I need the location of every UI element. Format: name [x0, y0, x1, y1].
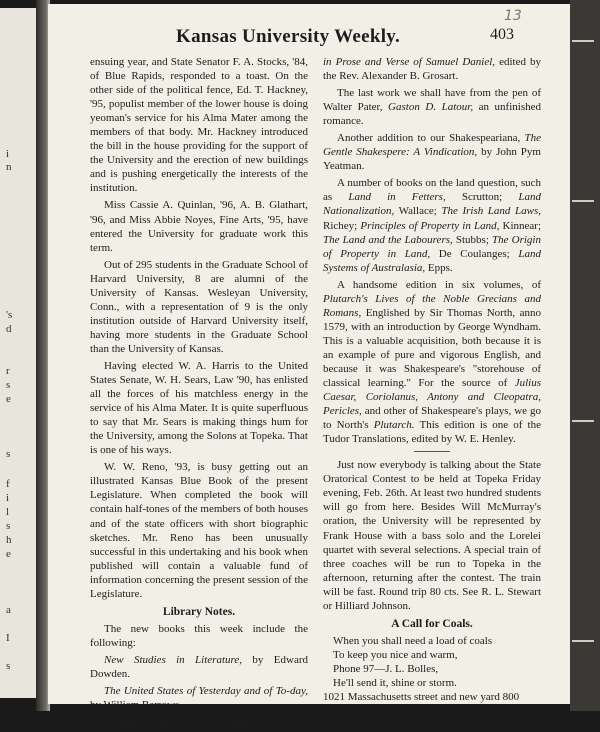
book-title: The Gentle Shakespere: A Vindication, — [323, 132, 541, 159]
facing-page-fragment: i — [6, 148, 10, 160]
text: The last work we shall have from the pen of Walter Pater, — [323, 87, 541, 114]
book-title: The Origin of Property in Land, — [323, 233, 541, 260]
text: De Coulanges; — [430, 247, 519, 260]
text: Another addition to our Shakespeariana, — [337, 132, 525, 145]
book-entry — [90, 684, 308, 712]
left-column — [90, 55, 308, 732]
call-for-coals-heading: A Call for Coals. — [391, 617, 473, 630]
facing-page-edge — [0, 8, 37, 698]
text: Epps. — [425, 261, 453, 274]
book-title: Land Systems of Australasia, — [323, 247, 541, 274]
play-titles: Julius Caesar, Coriolanus, Antony and Cleopatra, Pericles, — [323, 377, 541, 418]
library-notes-heading: Library Notes. — [162, 605, 236, 618]
facing-page-fragment: e — [6, 548, 11, 560]
book-author: by William Barrows. — [90, 699, 182, 712]
book-author: edited by the Rev. Alexander B. Grosart. — [323, 56, 541, 83]
section-divider — [414, 451, 450, 452]
book-title: Land Nationalization, — [323, 191, 541, 218]
book-author: by Edward Dowden. — [90, 653, 308, 680]
book-title: in Prose and Verse of Samuel Daniel, — [323, 56, 496, 68]
pencil-note: 13 — [504, 8, 522, 24]
poem-line: Phone 97—J. L. Bolles, — [333, 662, 439, 675]
facing-page-fragment: a — [6, 604, 11, 616]
poem-line: 1021 Massachusetts street and new yard 800 — [323, 691, 520, 704]
facing-page-fragment: s — [6, 660, 11, 672]
book-title: The Complete Works — [200, 716, 292, 729]
text: Wallace; — [394, 205, 442, 218]
facing-page-fragment: e — [6, 393, 11, 405]
facing-page-fragment: I — [6, 632, 10, 644]
paragraph: Just now everybody is talking about the State Oratorical Contest to be held at Topeka Friday evening, Feb. 26th. At least two hundred students will go from here. Besides Will McMurray's oration, the University will be represented by Frank House with a bass solo and the Lorelei quartet with several selections. A special train of three coaches will be run to Topeka in the afternoon, returning after the contest. The train will be fast. Round trip 80 cts. See R. L. Stewart or Hilliard Johnson. — [323, 459, 541, 612]
paragraph: Out of 295 students in the Graduate School of Harvard University, 8 are alumni of the University of Kansas. Wesleyan University, Conn., with a representation of 9 is the only institution outside of Harvard University itself, having more students in the Graduate School than the University of Kansas. — [90, 258, 308, 355]
paragraph: Miss Cassie A. Quinlan, '96, A. B. Glathart, '96, and Miss Abbie Noyes, Fine Arts, '95, have entered the University for graduate work this term. — [90, 199, 308, 254]
poem-line: To keep you nice and warm, — [333, 648, 458, 661]
page-edge-line — [572, 640, 594, 642]
running-title: Kansas University Weekly. — [176, 26, 401, 47]
book-entry — [90, 653, 308, 681]
facing-page-fragment: i — [6, 492, 10, 504]
text: Scrutton; — [445, 191, 519, 204]
paragraph: W. W. Reno, '93, is busy getting out an illustrated Kansas Blue Book of the present Legislature. When completed the book will contain half-tones of the members of both houses and of the state officers with short biographic sketches. Mr. Reno has been unusually successful in this undertaking and his book when published will contain a valuable fund of information concerning the present session of the Legislature. — [90, 461, 308, 600]
page-header — [48, 8, 568, 52]
facing-page-fragment: n — [6, 161, 12, 173]
book-entry — [323, 55, 541, 83]
paragraph: Having elected W. A. Harris to the United States Senate, W. H. Sears, Law '90, has enlisted all the forces of his matchless energy in the service of his Alma Mater. It is quite superfluous to say that Mr. Sears is making things hum for the University, among the Solons at Topeka. That is one of his ways. — [90, 359, 308, 457]
facing-page-fragment: l — [6, 506, 10, 518]
facing-page-fragment: 's — [6, 309, 13, 321]
text: an unfinished romance. — [323, 101, 541, 128]
book-title: Plutarch's Lives of the Noble Grecians and Romans, — [323, 292, 541, 319]
page-edge-line — [572, 200, 594, 202]
facing-page-fragment: d — [6, 323, 12, 335]
facing-page-fragment: s — [6, 448, 11, 460]
page-edge-line — [572, 420, 594, 422]
book-entry — [323, 176, 541, 274]
poem-line: When you shall need a load of coals — [333, 634, 493, 647]
book-title: Gaston D. Latour, — [388, 101, 474, 114]
facing-page-fragment: h — [6, 534, 12, 546]
facing-page-fragment: r — [6, 365, 10, 377]
book-entry — [323, 131, 541, 173]
paragraph: The new books this week include the following: — [90, 622, 308, 649]
book-title: Principles of Property in Land, — [360, 219, 500, 232]
book-title: New Studies in Literature, — [104, 653, 243, 666]
text: Kinnear; — [499, 219, 542, 232]
text: This edition is one of the Tudor Translations, edited by W. E. Henley. — [323, 419, 541, 446]
text: Englished by Sir Thomas North, anno 1579, with an introduction by George Wyndham. This is a valuable acquisition, both because it is an example of pure and vigorous English, and because it was Shakespeare's "storehouse of classical learning." For the source of — [323, 306, 541, 390]
text: and other of Shakespeare's plays, we go to North's — [323, 405, 541, 432]
facing-page-fragment: f — [6, 478, 10, 490]
book-lead: Volumes V and VI of — [104, 716, 201, 729]
facing-page-fragment: s — [6, 379, 11, 391]
facing-page-fragment: s — [6, 520, 11, 532]
book-title: The Land and the Labourers, — [323, 233, 453, 246]
book-title: Land in Fetters, — [348, 191, 446, 204]
page-number: 403 — [490, 26, 514, 43]
text: Richey; — [323, 219, 361, 232]
text: A handsome edition in six volumes, of — [337, 278, 541, 291]
poem-line: Vermont street. — [323, 705, 391, 718]
book-entry — [90, 715, 308, 729]
poem-line: He'll send it, shine or storm. — [333, 676, 457, 689]
book-entry — [323, 278, 541, 447]
page-edge-line — [572, 40, 594, 42]
text: Stubbs; — [452, 233, 493, 246]
coal-advertisement — [323, 634, 541, 718]
text: by John Pym Yeatman. — [323, 146, 541, 173]
paragraph: ensuing year, and State Senator F. A. Stocks, '84, of Blue Rapids, responded to a toast. On the other side of the political fence, Ed. T. Hackney, '95, populist member of the lower house is doing yeoman's service for his Alma Mater among the members of that body. Mr. Hackney introduced the bill in the house providing for the support of the University and the erection of new buildings and is pushing energetically the interests of the institution. — [90, 56, 308, 195]
book-entry — [323, 86, 541, 128]
book-title: Plutarch. — [373, 419, 415, 432]
book-title: The United States of Yesterday and of To-day, — [104, 685, 308, 698]
page-stack-edge — [570, 0, 600, 711]
book-page — [48, 4, 570, 729]
text: A number of books on the land question, such as — [323, 177, 541, 204]
right-column — [323, 55, 541, 718]
book-title: The Irish Land Laws, — [441, 205, 541, 218]
